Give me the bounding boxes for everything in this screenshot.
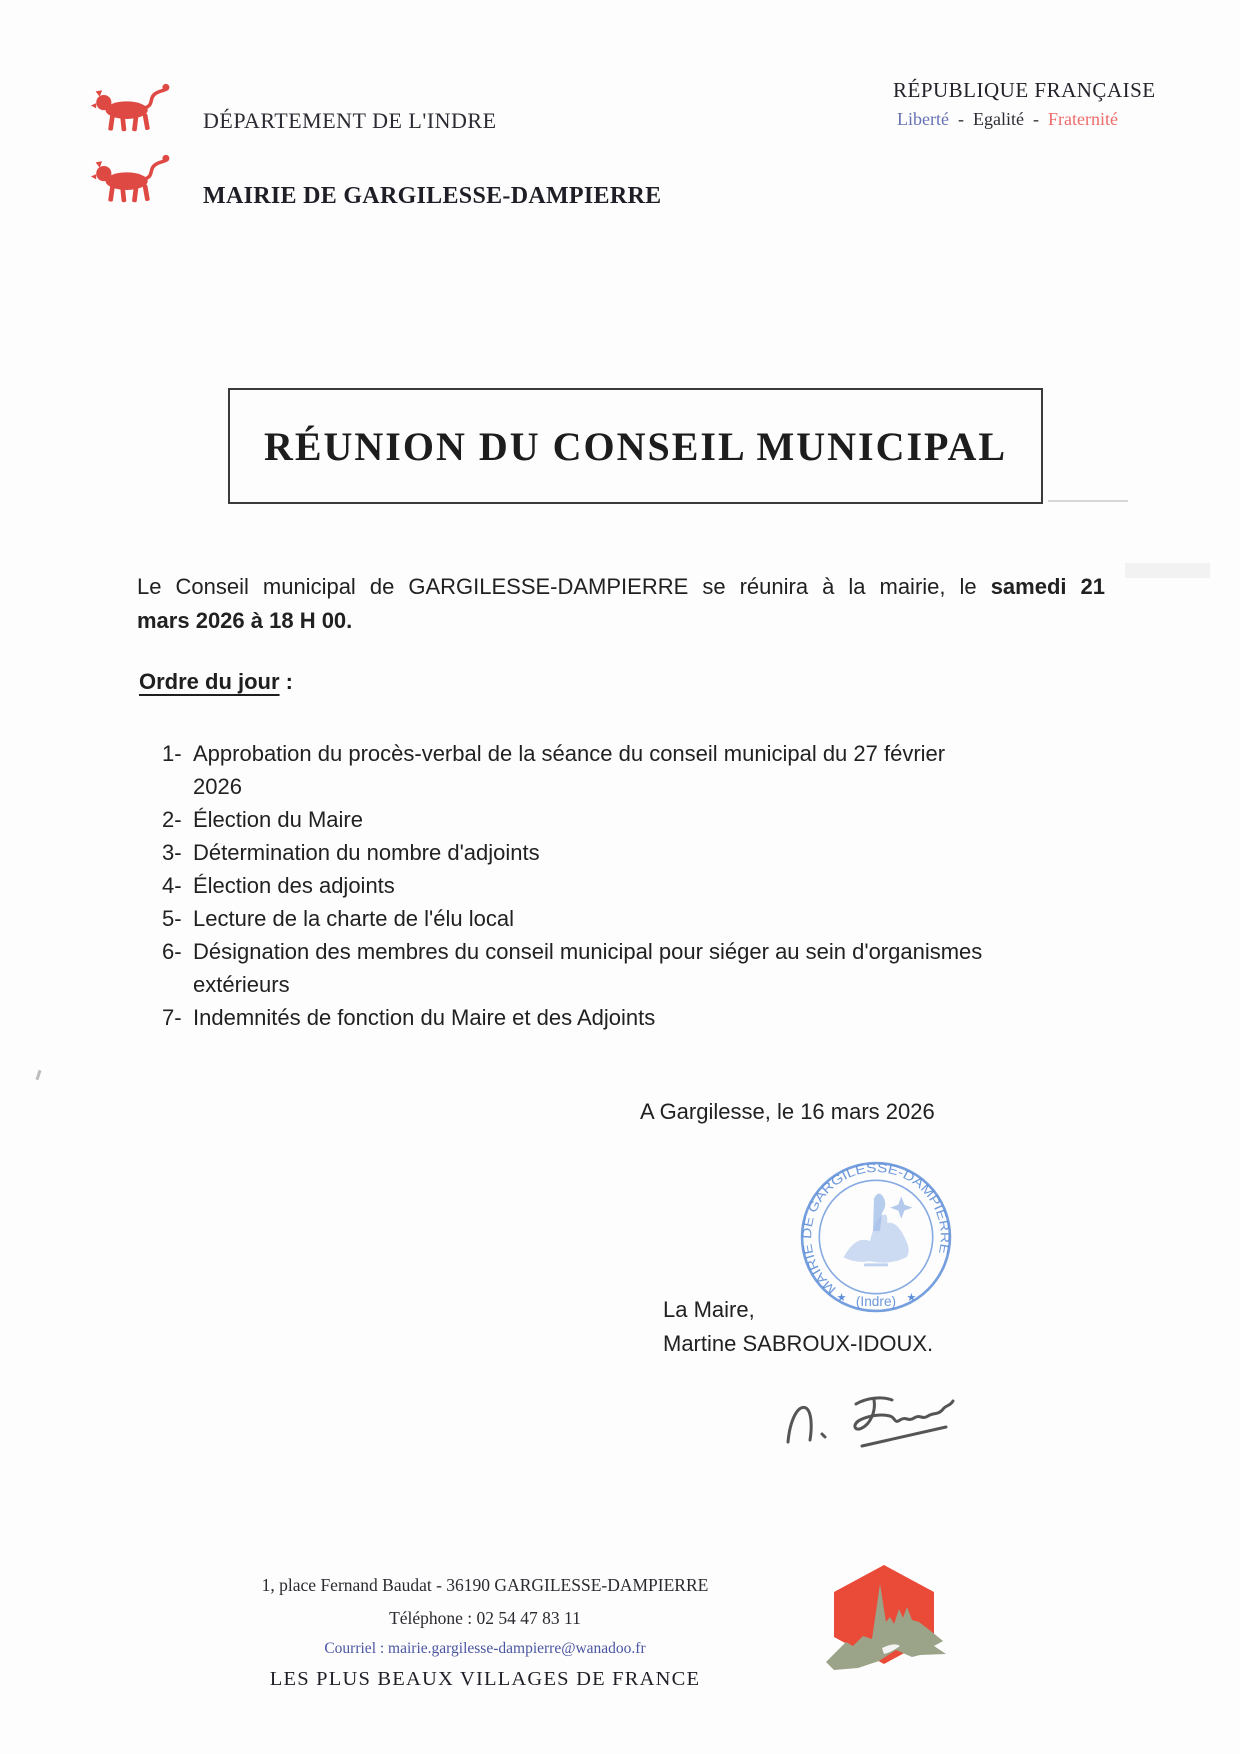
page-title: RÉUNION DU CONSEIL MUNICIPAL — [263, 423, 1008, 469]
intro-date-bold: samedi 21 — [990, 574, 1106, 599]
agenda-item-line: 2026 — [193, 774, 242, 799]
agenda-item-number: 4- — [162, 873, 182, 898]
agenda-list — [162, 737, 1112, 1034]
scan-artifact — [36, 1070, 42, 1080]
agenda-item-number: 7- — [162, 1005, 182, 1030]
agenda-item-line: extérieurs — [193, 972, 290, 997]
scan-artifact — [1048, 500, 1128, 502]
motto-liberte: Liberté — [897, 109, 949, 129]
title-box — [228, 388, 1043, 504]
motto-separator: - — [957, 109, 964, 129]
scan-artifact — [1125, 563, 1210, 578]
motto-egalite: Egalité — [972, 109, 1024, 129]
footer-address: 1, place Fernand Baudat - 36190 GARGILESSE-DAMPIERRE — [261, 1575, 709, 1595]
motto — [897, 109, 1118, 130]
mairie-label: MAIRIE DE GARGILESSE-DAMPIERRE — [203, 183, 662, 209]
footer-email: Courriel : mairie.gargilesse-dampierre@wanadoo.fr — [324, 1640, 646, 1657]
motto-fraternite: Fraternité — [1047, 109, 1118, 129]
lion-icon — [88, 79, 170, 139]
intro-date-bold: mars 2026 à 18 H 00. — [137, 608, 353, 633]
footer-slogan: LES PLUS BEAUX VILLAGES DE FRANCE — [269, 1668, 701, 1690]
signer-role: La Maire, — [663, 1297, 755, 1322]
agenda-item — [162, 836, 1112, 869]
motto-separator: - — [1032, 109, 1039, 129]
municipal-stamp-icon — [797, 1158, 955, 1316]
agenda-item-line: Approbation du procès-verbal de la séance du conseil municipal du 27 février — [193, 741, 946, 766]
intro-text: Le Conseil municipal de GARGILESSE-DAMPIERRE se réunira à la mairie, le — [137, 574, 991, 599]
village-logo-icon — [822, 1562, 947, 1690]
agenda-item — [162, 737, 1112, 803]
stamp-star: ★ — [836, 1291, 847, 1304]
department-label: DÉPARTEMENT DE L'INDRE — [203, 108, 497, 133]
agenda-heading — [139, 669, 293, 695]
footer-phone: Téléphone : 02 54 47 83 11 — [389, 1608, 581, 1628]
agenda-item-number: 2- — [162, 807, 182, 832]
agenda-item-number: 3- — [162, 840, 182, 865]
footer — [230, 1575, 740, 1691]
stamp-bottom-text: (Indre) — [855, 1293, 897, 1309]
agenda-item-line: Élection du Maire — [193, 807, 363, 832]
agenda-item-line: Lecture de la charte de l'élu local — [193, 906, 514, 931]
agenda-item — [162, 869, 1112, 902]
agenda-item-line: Désignation des membres du conseil municipal pour siéger au sein d'organismes — [193, 939, 983, 964]
agenda-item — [162, 935, 1112, 1001]
agenda-item-line: Élection des adjoints — [193, 873, 395, 898]
agenda-item — [162, 902, 1112, 935]
agenda-item-number: 6- — [162, 939, 182, 964]
signer-name: Martine SABROUX-IDOUX. — [663, 1331, 934, 1356]
agenda-heading-text: Ordre du jour — [139, 669, 280, 694]
stamp-star: ★ — [906, 1291, 917, 1304]
handwritten-signature-icon — [770, 1378, 982, 1470]
republique-label: RÉPUBLIQUE FRANÇAISE — [893, 78, 1156, 102]
lion-icon — [88, 150, 170, 210]
agenda-item-line: Détermination du nombre d'adjoints — [193, 840, 540, 865]
agenda-item-number: 1- — [162, 741, 182, 766]
agenda-item — [162, 1001, 1112, 1034]
agenda-heading-colon: : — [279, 669, 294, 694]
agenda-item-number: 5- — [162, 906, 182, 931]
agenda-item-line: Indemnités de fonction du Maire et des Adjoints — [193, 1005, 656, 1030]
stamp-ring-text: MAIRIE DE GARGILESSE-DAMPIERRE — [799, 1160, 952, 1297]
dateline: A Gargilesse, le 16 mars 2026 — [640, 1099, 935, 1124]
intro-paragraph — [137, 570, 1105, 638]
agenda-item — [162, 803, 1112, 836]
